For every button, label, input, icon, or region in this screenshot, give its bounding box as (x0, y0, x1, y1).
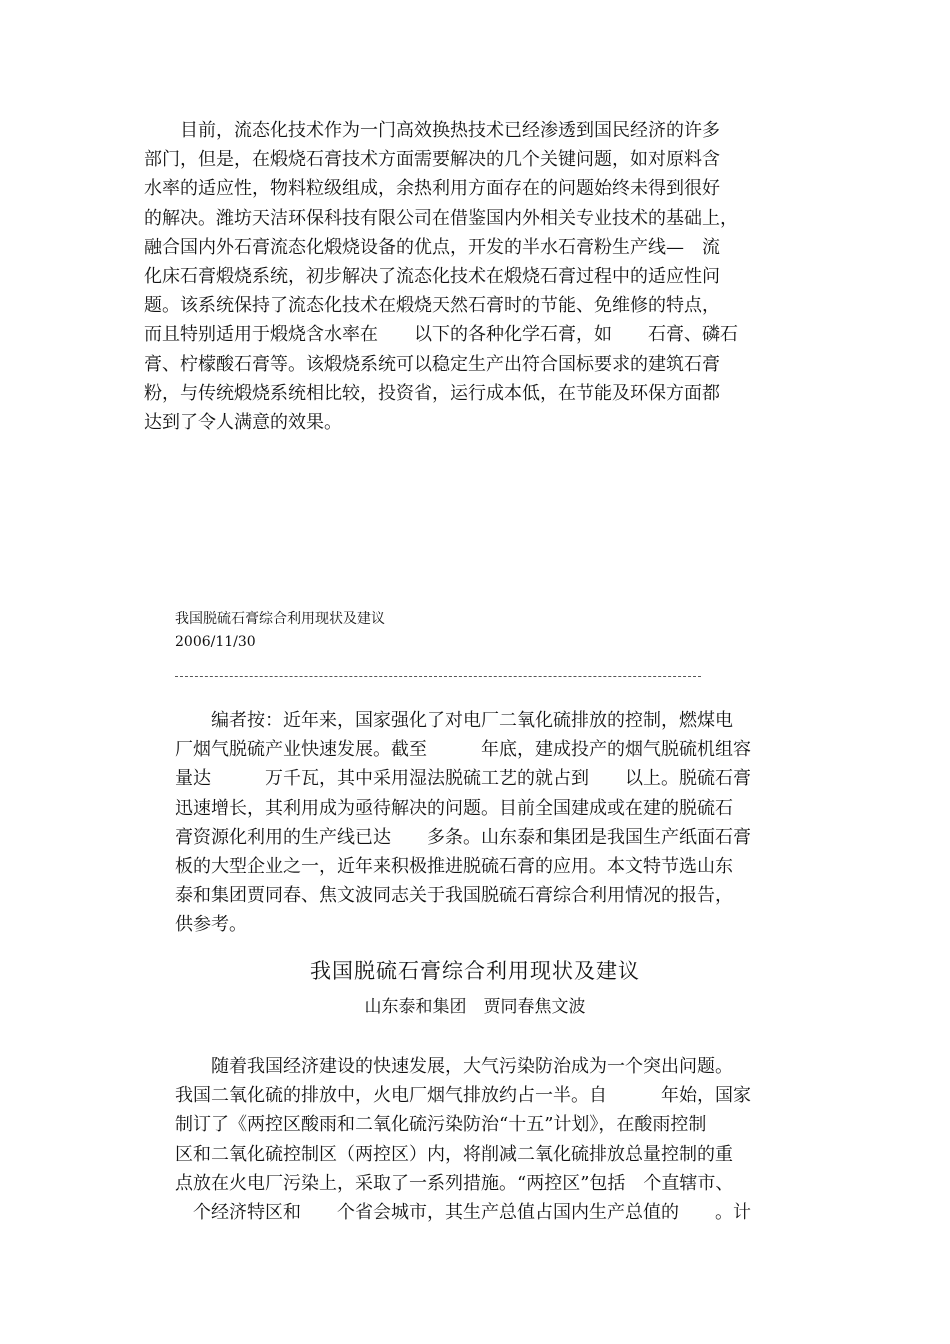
paragraph-line: 水率的适应性，物料粒级组成，余热利用方面存在的问题始终未得到很好 (144, 178, 720, 200)
article-byline: 山东泰和集团 贾同春焦文波 (364, 997, 586, 1017)
dashed-divider (175, 676, 701, 677)
paragraph-line: 我国二氧化硫的排放中，火电厂烟气排放约占一半。自 年始，国家 (175, 1085, 751, 1107)
paragraph-line: 板的大型企业之一，近年来积极推进脱硫石膏的应用。本文特节选山东 (175, 856, 733, 878)
paragraph-line: 膏、柠檬酸石膏等。该煅烧系统可以稳定生产出符合国标要求的建筑石膏 (144, 353, 720, 375)
paragraph-line: 厂烟气脱硫产业快速发展。截至 年底，建成投产的烟气脱硫机组容 (175, 739, 751, 761)
paragraph-line: 融合国内外石膏流态化煅烧设备的优点，开发的半水石膏粉生产线— 流 (144, 236, 720, 258)
paragraph-line: 的解决。潍坊天洁环保科技有限公司在借鉴国内外相关专业技术的基础上， (144, 207, 738, 229)
paragraph-line: 区和二氧化硫控制区（两控区）内，将削减二氧化硫排放总量控制的重 (175, 1143, 733, 1165)
paragraph-line: 达到了令人满意的效果。 (144, 412, 342, 434)
paragraph-line: 粉，与传统煅烧系统相比较，投资省，运行成本低，在节能及环保方面都 (144, 382, 720, 404)
paragraph-line: 泰和集团贾同春、焦文波同志关于我国脱硫石膏综合利用情况的报告， (175, 885, 733, 907)
article-header (175, 608, 735, 654)
paragraph-line: 编者按：近年来，国家强化了对电厂二氧化硫排放的控制，燃煤电 (175, 710, 733, 731)
article-header-title: 我国脱硫石膏综合利用现状及建议 (175, 611, 385, 627)
paragraph-line: 化床石膏煅烧系统，初步解决了流态化技术在煅烧石膏过程中的适应性问 (144, 266, 720, 288)
intro-paragraph (144, 116, 816, 437)
paragraph-line: 随着我国经济建设的快速发展，大气污染防治成为一个突出问题。 (175, 1056, 733, 1077)
paragraph-line: 个经济特区和 个省会城市，其生产总值占国内生产总值的 。计 (175, 1202, 751, 1224)
paragraph-line: 点放在火电厂污染上，采取了一系列措施。“两控区”包括 个直辖市、 (175, 1172, 734, 1194)
paragraph-line: 而且特别适用于煅烧含水率在 以下的各种化学石膏，如 石膏、磷石 (144, 324, 738, 346)
article-date: 2006/11/30 (175, 634, 256, 650)
paragraph-line: 目前，流态化技术作为一门高效换热技术已经渗透到国民经济的许多 (144, 120, 720, 141)
paragraph-line: 膏资源化利用的生产线已达 多条。山东泰和集团是我国生产纸面石膏 (175, 826, 751, 848)
article-title: 我国脱硫石膏综合利用现状及建议 (310, 959, 640, 983)
paragraph-line: 量达 万千瓦，其中采用湿法脱硫工艺的就占到 以上。脱硫石膏 (175, 768, 751, 790)
body-paragraph (175, 1052, 783, 1227)
paragraph-line: 制订了《两控区酸雨和二氧化硫污染防治“十五”计划》，在酸雨控制 (175, 1114, 707, 1136)
paragraph-line: 部门，但是，在煅烧石膏技术方面需要解决的几个关键问题，如对原料含 (144, 149, 720, 171)
paragraph-line: 题。该系统保持了流态化技术在煅烧天然石膏时的节能、免维修的特点， (144, 295, 720, 317)
paragraph-line: 供参考。 (175, 914, 247, 936)
editor-note (175, 706, 783, 940)
paragraph-line: 迅速增长，其利用成为亟待解决的问题。目前全国建成或在建的脱硫石 (175, 797, 733, 819)
